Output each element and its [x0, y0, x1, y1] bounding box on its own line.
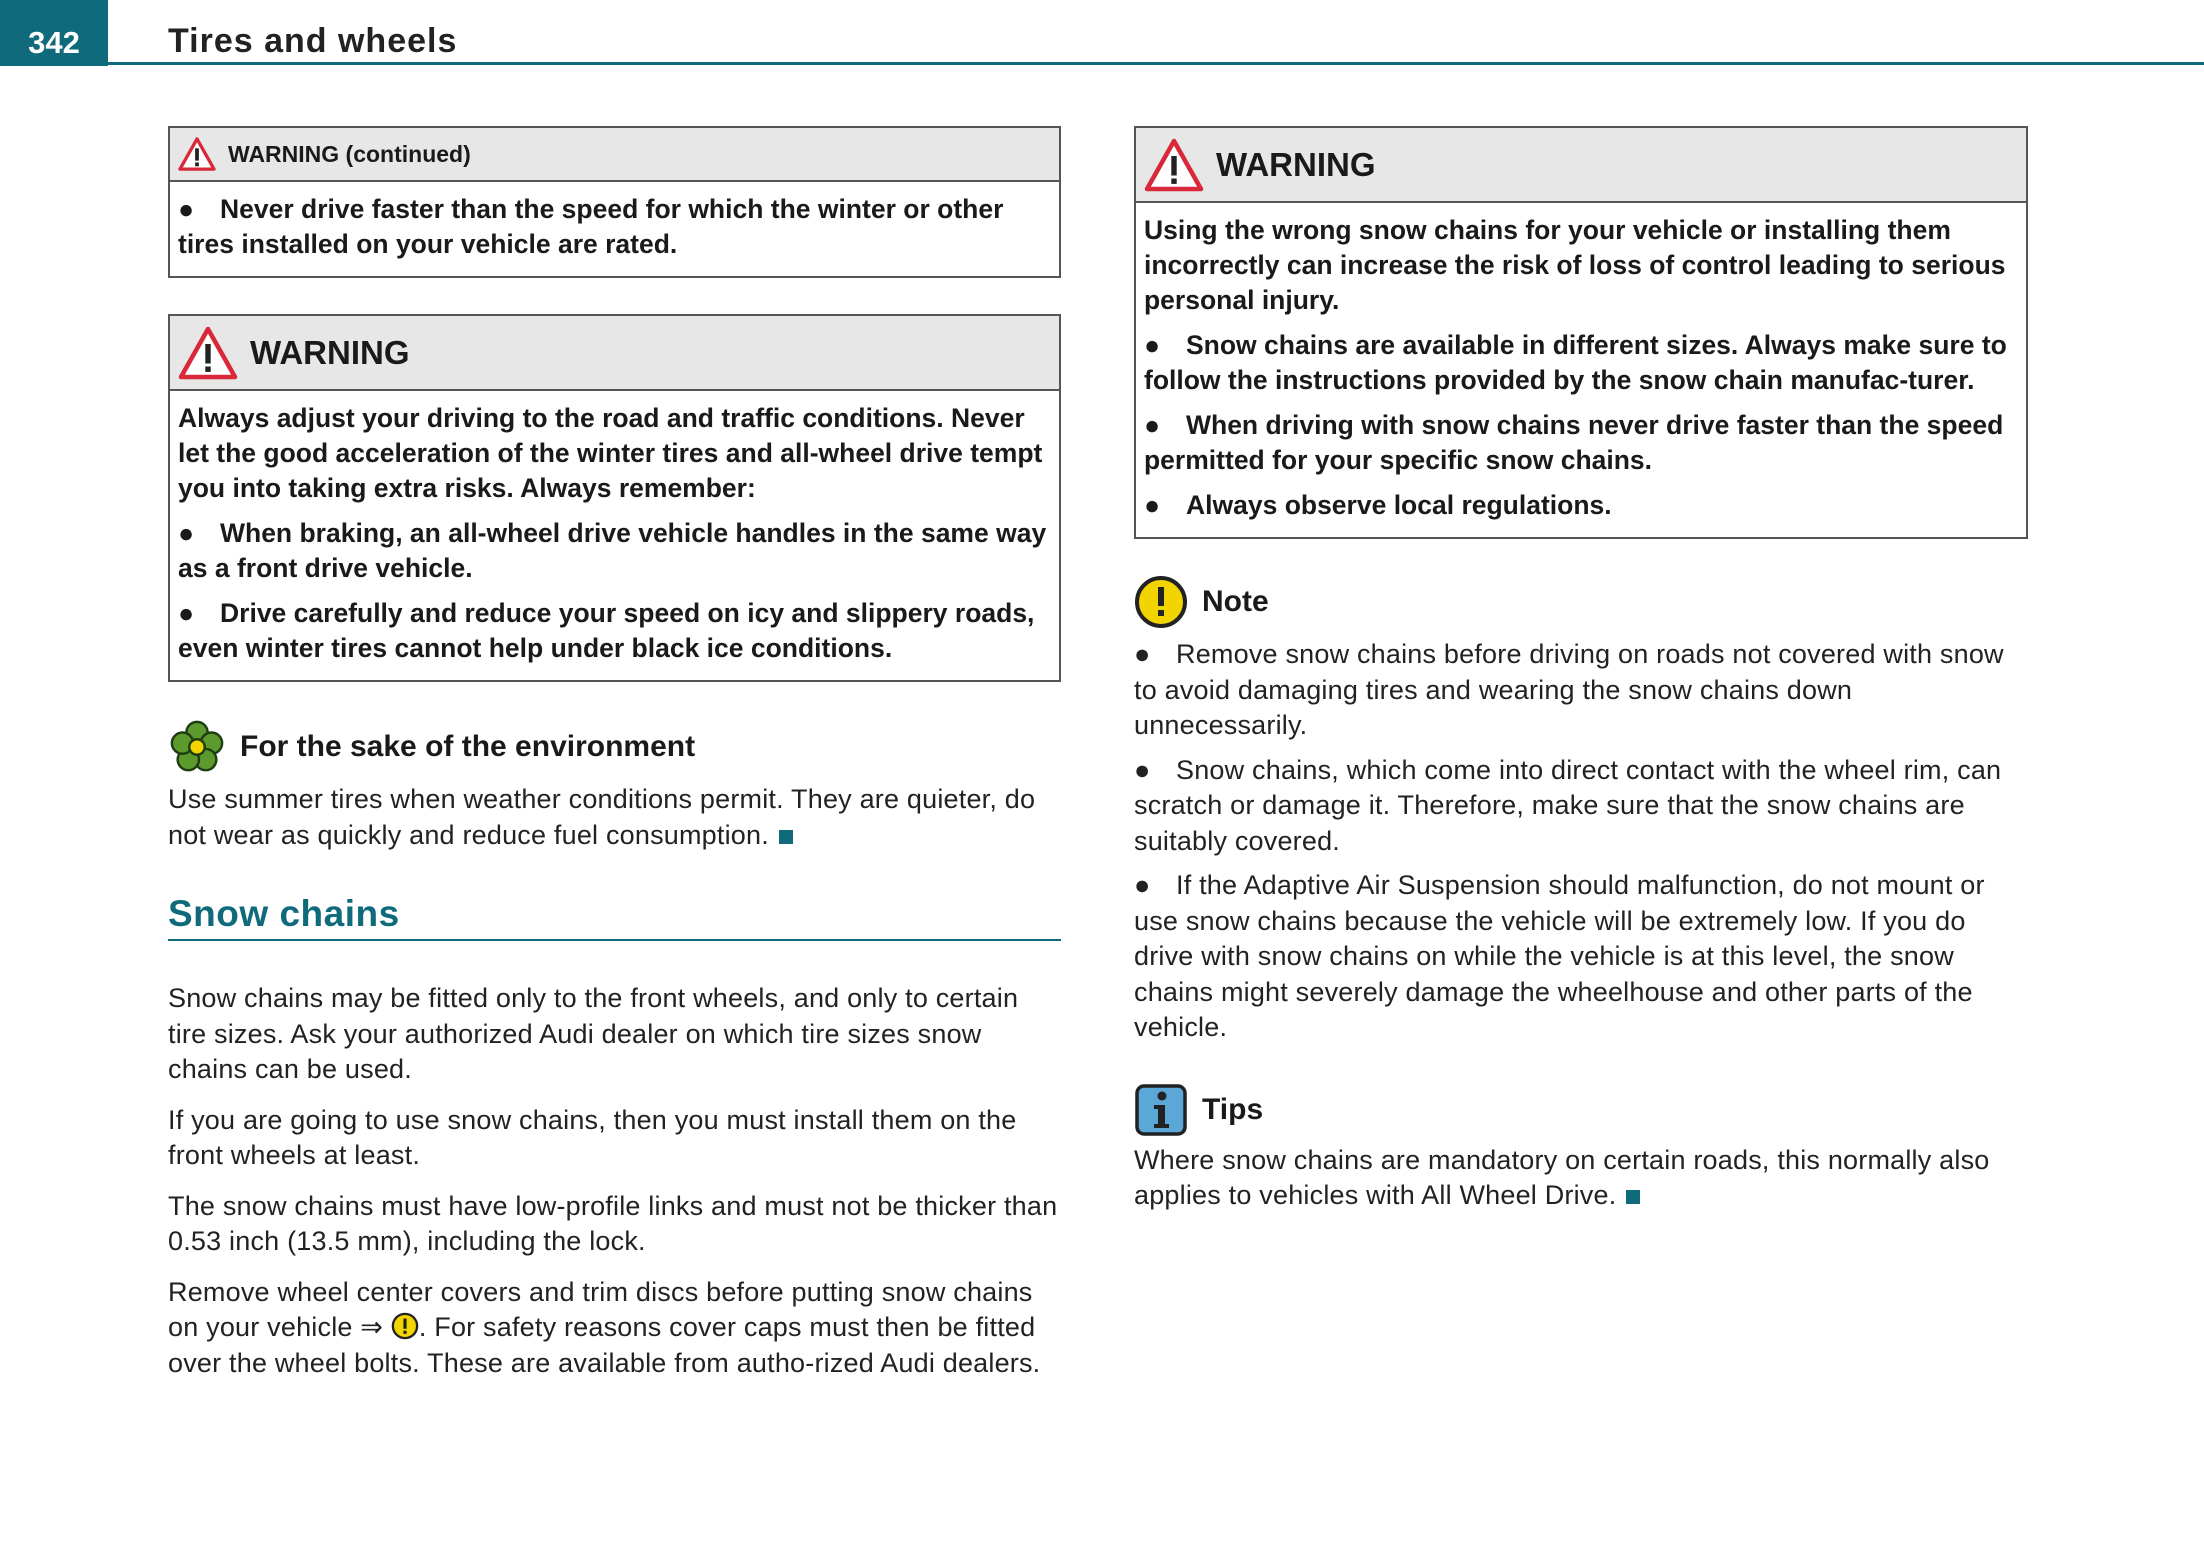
warning-continued-box — [168, 126, 1061, 278]
warning-body-left — [170, 391, 1059, 680]
tips-title: Tips — [1202, 1092, 1264, 1126]
warning-continued-header — [170, 128, 1059, 182]
bullet-icon: ● — [1134, 870, 1151, 900]
warning-intro-left: Always adjust your driving to the road and traffic conditions. Never let the good acceleration of the winter tires and all-wheel drive tempt you into taking extra risks. Always remember: — [178, 403, 1043, 503]
right-column — [1134, 126, 2028, 1229]
note-heading — [1134, 575, 2028, 629]
bullet-icon: ● — [178, 518, 195, 548]
snow-chains-paragraph-4 — [168, 1275, 1061, 1382]
warning-bullet-right-3 — [1144, 488, 2018, 523]
bullet-text: Never drive faster than the speed for which the winter or other tires installed on your vehicle are rated. — [178, 194, 1004, 259]
warning-triangle-icon — [178, 326, 238, 380]
warning-title-left: WARNING — [250, 333, 410, 371]
warning-bullet-right-2 — [1144, 408, 2018, 478]
bullet-text: Snow chains, which come into direct contact with the wheel rim, can scratch or damage it. Therefore, make sure that the snow chains are suitably covered. — [1134, 754, 2002, 856]
note-title: Note — [1202, 585, 1269, 618]
bullet-icon: ● — [1134, 639, 1151, 669]
tips-text-content: Where snow chains are mandatory on certain roads, this normally also applies to vehicles with All Wheel Drive. — [1134, 1144, 1990, 1210]
header-rule — [108, 62, 2204, 65]
left-column — [168, 126, 1061, 1396]
bullet-icon: ● — [1144, 490, 1161, 520]
bullet-icon: ● — [1144, 410, 1161, 440]
note-bullet-3 — [1134, 868, 2028, 1046]
bullet-icon: ● — [178, 598, 195, 628]
bullet-icon: ● — [1134, 754, 1151, 785]
page-number: 342 — [0, 0, 108, 66]
environment-text-content: Use summer tires when weather conditions permit. They are quieter, do not wear as quickly and reduce fuel consumption. — [168, 784, 1036, 850]
snow-chains-paragraph-2: If you are going to use snow chains, then you must install them on the front wheels at least. — [168, 1104, 1017, 1170]
end-of-section-icon — [779, 830, 793, 844]
warning-header-right — [1136, 128, 2026, 203]
bullet-text: Snow chains are available in different sizes. Always make sure to follow the instructions provided by the snow chain manufac-turer. — [1144, 330, 2007, 395]
paragraph-text-after: . For safety reasons cover caps must then be fitted over the wheel bolts. These are available from autho-rized Audi dealers. — [168, 1312, 1041, 1378]
environment-heading — [168, 718, 1061, 776]
warning-continued-body — [170, 182, 1059, 276]
note-bullet-1 — [1134, 637, 2028, 744]
warning-box-right — [1134, 126, 2028, 539]
warning-triangle-icon — [178, 137, 216, 171]
bullet-icon: ● — [1144, 330, 1161, 360]
note-exclamation-icon — [1134, 575, 1188, 629]
note-circle-icon[interactable] — [391, 1312, 419, 1340]
tips-text — [1134, 1143, 2028, 1214]
bullet-text: When driving with snow chains never drive faster than the speed permitted for your specific snow chains. — [1144, 410, 2004, 475]
snow-chains-paragraph-1: Snow chains may be fitted only to the front wheels, and only to certain tire sizes. Ask your authorized Audi dealer on which tire sizes snow chains can be used. — [168, 983, 1019, 1084]
warning-intro-right: Using the wrong snow chains for your vehicle or installing them incorrectly can increase the risk of loss of control leading to serious personal injury. — [1144, 215, 2006, 315]
warning-bullet-right-1 — [1144, 328, 2018, 398]
environment-text — [168, 782, 1061, 853]
warning-box-left — [168, 314, 1061, 682]
info-icon — [1134, 1083, 1188, 1137]
warning-body-right — [1136, 203, 2026, 537]
warning-bullet-left-1 — [178, 516, 1051, 586]
warning-triangle-icon — [1144, 138, 1204, 192]
warning-header-left — [170, 316, 1059, 391]
snow-chains-paragraph-3: The snow chains must have low-profile links and must not be thicker than 0.53 inch (13.5 mm), including the lock. — [168, 1190, 1058, 1256]
warning-bullet-left-2 — [178, 596, 1051, 666]
bullet-text: If the Adaptive Air Suspension should malfunction, do not mount or use snow chains because the vehicle will be extremely low. If you do drive with snow chains on while the vehicle is at this level, the snow chains might severely damage the wheelhouse and other parts of the vehicle. — [1134, 870, 1985, 1042]
warning-continued-title: WARNING (continued) — [228, 140, 471, 167]
snow-chains-heading: Snow chains — [168, 893, 1061, 941]
page-header — [0, 0, 2204, 66]
paragraph-text-before: Remove wheel center covers and trim discs before putting snow chains on your vehicle ⇒ — [168, 1276, 1033, 1342]
bullet-text: When braking, an all-wheel drive vehicle handles in the same way as a front drive vehicle. — [178, 518, 1047, 583]
bullet-text: Always observe local regulations. — [1186, 490, 1612, 520]
bullet-text: Remove snow chains before driving on roads not covered with snow to avoid damaging tires and wearing the snow chains down unnecessarily. — [1134, 639, 2004, 740]
environment-title: For the sake of the environment — [240, 730, 696, 763]
end-of-section-icon — [1626, 1190, 1640, 1204]
note-bullet-2 — [1134, 753, 2028, 860]
warning-title-right: WARNING — [1216, 145, 1376, 183]
bullet-text: Drive carefully and reduce your speed on icy and slippery roads, even winter tires cannot help under black ice conditions. — [178, 598, 1035, 663]
flower-environment-icon — [168, 718, 226, 776]
page-title: Tires and wheels — [168, 22, 458, 60]
warning-continued-bullet — [178, 192, 1051, 262]
tips-heading — [1134, 1083, 2028, 1137]
bullet-icon: ● — [178, 194, 195, 224]
